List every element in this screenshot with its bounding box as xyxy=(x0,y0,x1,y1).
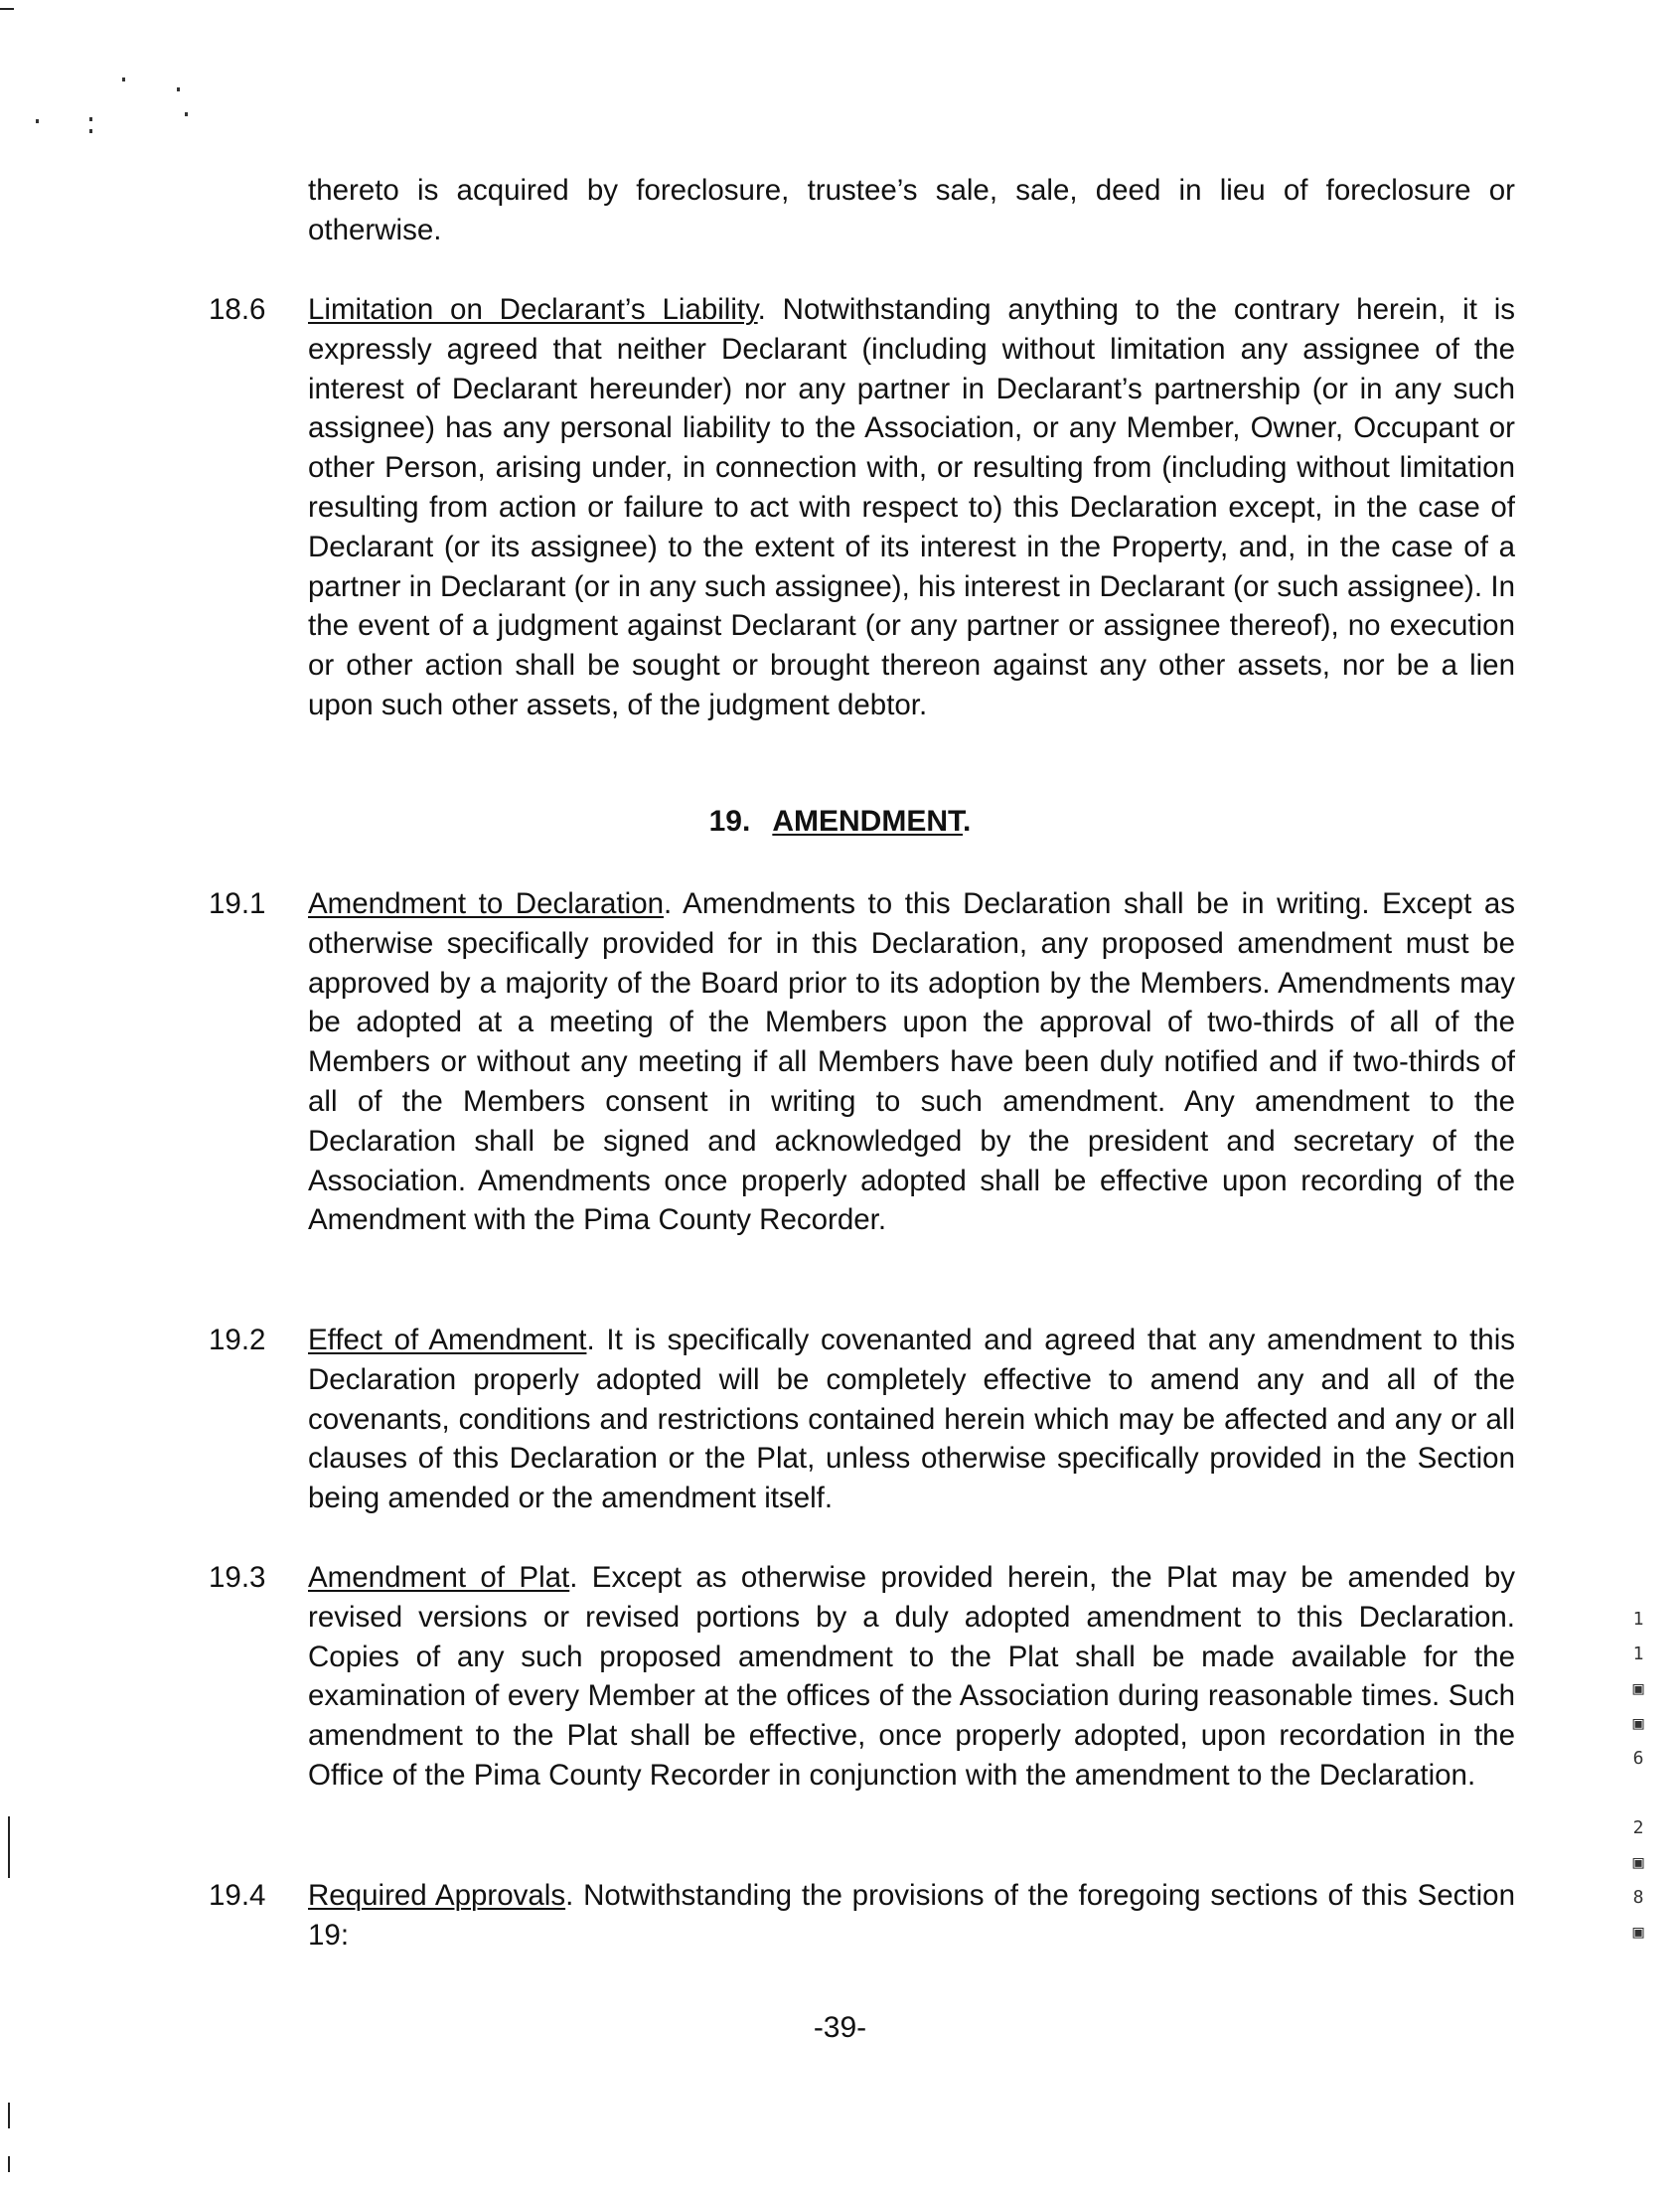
article-number: 19. xyxy=(708,805,751,838)
scan-mark-left xyxy=(8,1816,10,1878)
scan-speck xyxy=(36,119,39,123)
section-18-6 xyxy=(209,290,1516,725)
section-body: . It is specifically covenanted and agreed that any amendment to this Declaration properly adopted will be completely effective to amend any and all of the covenants, conditions and restrictions contained herein which may be affected and any or all clauses of this Declaration or the Plat, unless otherwise specifically provided in the Section being amended or the amendment itself. xyxy=(308,1324,1515,1515)
section-number: 19.2 xyxy=(209,1324,266,1356)
section-19-1 xyxy=(209,884,1516,1240)
article-heading xyxy=(0,805,1680,839)
scan-mark-left xyxy=(8,2156,10,2172)
recording-stamp: 2 ▣ 8 ▣ xyxy=(1632,1817,1644,1943)
scan-speck xyxy=(185,112,188,116)
section-title: Amendment to Declaration xyxy=(308,887,665,920)
section-body: . Notwithstanding the provisions of the foregoing sections of this Section 19: xyxy=(308,1879,1515,1952)
scan-speck xyxy=(122,78,125,81)
recording-stamp: 1 1 ▣ ▣ 6 xyxy=(1632,1609,1644,1769)
scan-mark-left xyxy=(8,2103,10,2128)
section-title: Amendment of Plat xyxy=(308,1561,570,1594)
section-19-3 xyxy=(209,1558,1515,1796)
section-19-4 xyxy=(209,1876,1515,1956)
section-number: 19.3 xyxy=(209,1561,266,1594)
section-title: Required Approvals xyxy=(308,1879,566,1912)
continuation-text: thereto is acquired by foreclosure, trustee’s sale, sale, deed in lieu of foreclosure or otherwise. xyxy=(308,174,1515,246)
section-number: 18.6 xyxy=(209,293,266,326)
section-body: . Amendments to this Declaration shall be in writing. Except as otherwise specifically provided for in this Declaration, any proposed amendment must be approved by a majority of the Board prior to its adoption by the Members. Amendments may be adopted at a meeting of the Members upon the approval of two-thirds of all of the Members or without any meeting if all Members have been duly notified and if two-thirds of all of the Members consent in writing to such amendment. Any amendment to the Declaration shall be signed and acknowledged by the president and secretary of the Association. Amendments once properly adopted shall be effective upon recording of the Amendment with the Pima County Recorder. xyxy=(308,887,1516,1237)
scan-speck xyxy=(177,87,180,91)
section-body: . Except as otherwise provided herein, the Plat may be amended by revised versions or revised portions by a duly adopted amendment to this Declaration. Copies of any such proposed amendment to the Plat shall be made available for the examination of every Member at the offices of the Association during reasonable times. Such amendment to the Plat shall be effective, once properly adopted, upon recordation in the Office of the Pima County Recorder in conjunction with the amendment to the Declaration. xyxy=(308,1561,1515,1792)
section-title: Limitation on Declarant’s Liability xyxy=(308,293,758,326)
section-body: . Notwithstanding anything to the contrary herein, it is expressly agreed that neither Declarant (including without limitation any assignee of the interest of Declarant hereunder) nor any partner in Declarant’s partnership (or in any such assignee) has any personal liability to the Association, or any Member, Owner, Occupant or other Person, arising under, in connection with, or resulting from (including without limitation resulting from action or failure to act with respect to) this Declaration except, in the case of Declarant (or its assignee) to the extent of its interest in the Property, and, in the case of a partner in Declarant (or in any such assignee), his interest in Declarant (or such assignee). In the event of a judgment against Declarant (or any partner or assignee thereof), no execution or other action shall be sought or brought thereon against any other assets, nor be a lien upon such other assets, of the judgment debtor. xyxy=(308,293,1516,721)
scan-speck xyxy=(89,117,92,121)
section-title: Effect of Amendment xyxy=(308,1324,587,1356)
section-19-2 xyxy=(209,1321,1515,1518)
continuation-paragraph xyxy=(308,171,1515,250)
article-title-punct: . xyxy=(963,805,972,838)
page-number: -39- xyxy=(813,2011,867,2044)
section-number: 19.4 xyxy=(209,1879,266,1912)
section-number: 19.1 xyxy=(209,887,266,920)
article-title: AMENDMENT xyxy=(772,805,964,838)
scan-speck xyxy=(89,129,92,133)
scan-mark-top xyxy=(0,8,14,10)
